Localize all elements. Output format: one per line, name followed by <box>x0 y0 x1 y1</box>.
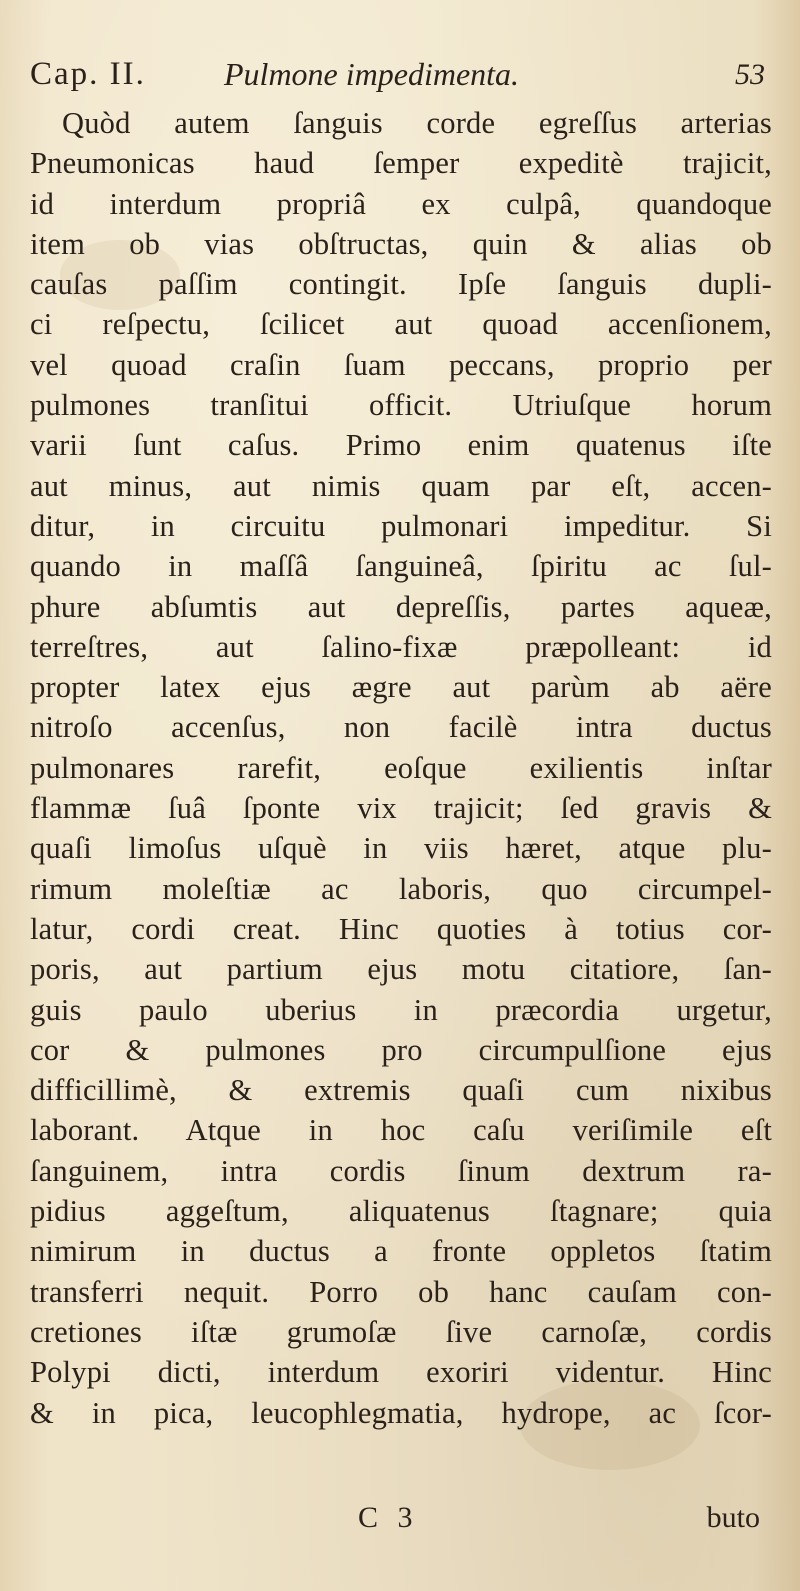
text-line: cor & pulmones pro circumpulſione ejus <box>30 1032 772 1067</box>
text-line: varii ſunt caſus. Primo enim quatenus iſte <box>30 428 772 463</box>
text-line: transferri nequit. Porro ob hanc cauſam con- <box>30 1274 772 1309</box>
text-line: pulmonares rarefit, eoſque exilientis inſtar <box>30 750 772 785</box>
text-line: laborant. Atque in hoc caſu veriſimile eſt <box>30 1113 772 1148</box>
text-line: id interdum propriâ ex culpâ, quandoque <box>30 186 772 221</box>
text-line: nimirum in ductus a fronte oppletos ſtatim <box>30 1234 772 1269</box>
text-line: guis paulo uberius in præcordia urgetur, <box>30 992 772 1027</box>
text-line: propter latex ejus ægre aut parùm ab aëre <box>30 670 772 705</box>
text-line: quando in maſſâ ſanguineâ, ſpiritu ac ſul- <box>30 549 772 584</box>
chapter-heading: Cap. II. <box>30 56 146 92</box>
text-line: vel quoad craſin ſuam peccans, proprio per <box>30 347 772 382</box>
text-line: difficillimè, & extremis quaſi cum nixibus <box>30 1073 772 1108</box>
body-text <box>30 103 772 1433</box>
text-line: Pneumonicas haud ſemper expeditè trajicit, <box>30 146 772 181</box>
text-line: ſanguinem, intra cordis ſinum dextrum ra- <box>30 1153 772 1188</box>
page-footer <box>30 1501 772 1541</box>
text-line: nitroſo accenſus, non facilè intra ductus <box>30 710 772 745</box>
text-line: quaſi limoſus uſquè in viis hæret, atque plu- <box>30 831 772 866</box>
text-line: terreſtres, aut ſalino-fixæ præpolleant: id <box>30 629 772 664</box>
running-header <box>30 56 765 102</box>
text-line: ci reſpectu, ſcilicet aut quoad accenſionem, <box>30 307 772 342</box>
text-line: phure abſumtis aut depreſſis, partes aqueæ, <box>30 589 772 624</box>
text-line: rimum moleſtiæ ac laboris, quo circumpel- <box>30 871 772 906</box>
text-line: item ob vias obſtructas, quin & alias ob <box>30 226 772 261</box>
text-line: poris, aut partium ejus motu citatiore, ſan- <box>30 952 772 987</box>
text-line: pidius aggeſtum, aliquatenus ſtagnare; quia <box>30 1194 772 1229</box>
text-line: Polypi dicti, interdum exoriri videntur. Hinc <box>30 1355 772 1390</box>
page-number: 53 <box>735 58 765 91</box>
text-line: & in pica, leucophlegmatia, hydrope, ac ſcor- <box>30 1395 772 1430</box>
text-line: pulmones tranſitui officit. Utriuſque horum <box>30 388 772 423</box>
catchword: buto <box>706 1501 760 1534</box>
text-line: cauſas paſſim contingit. Ipſe ſanguis dupli- <box>30 267 772 302</box>
text-line: Quòd autem ſanguis corde egreſſus arterias <box>62 106 772 140</box>
text-line: flammæ ſuâ ſponte vix trajicit; ſed gravis & <box>30 791 772 826</box>
text-line: cretiones iſtæ grumoſæ ſive carnoſæ, cordis <box>30 1314 772 1349</box>
text-line: latur, cordi creat. Hinc quoties à totius cor- <box>30 911 772 946</box>
text-line: aut minus, aut nimis quam par eſt, accen- <box>30 468 772 503</box>
signature-mark: C 3 <box>358 1501 419 1534</box>
text-line: ditur, in circuitu pulmonari impeditur. Si <box>30 508 772 543</box>
running-title: Pulmone impedimenta. <box>224 56 520 92</box>
